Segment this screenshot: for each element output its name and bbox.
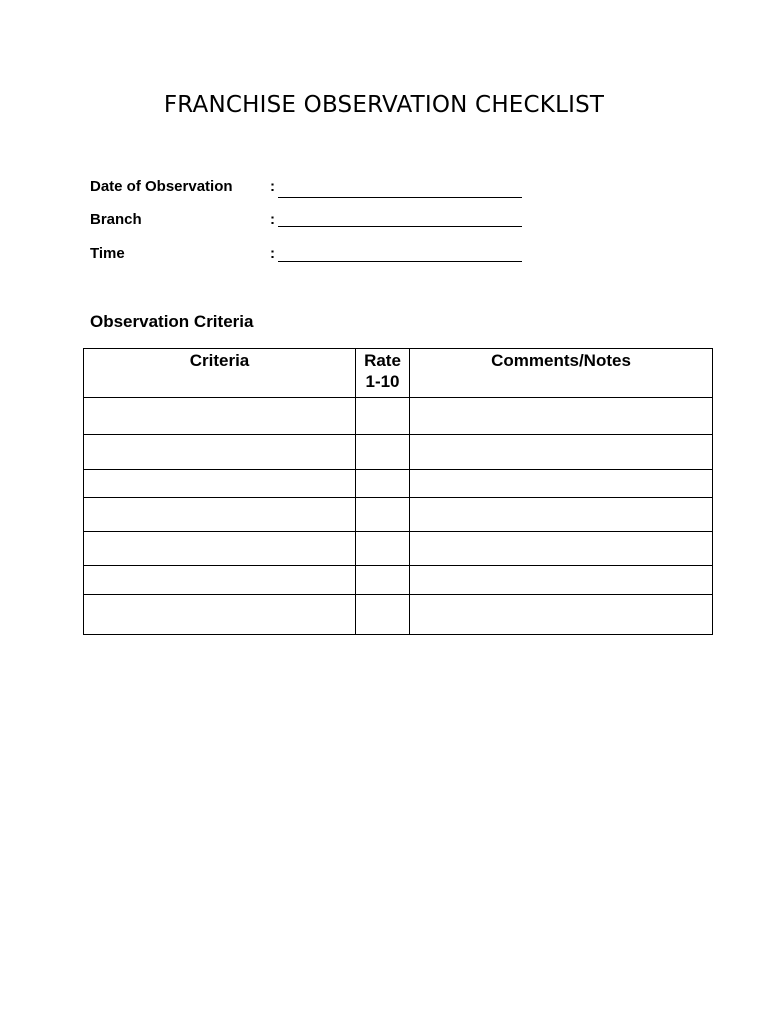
comments-cell[interactable] [410,595,713,635]
rate-cell[interactable] [356,532,410,566]
branch-colon: : [270,211,275,228]
time-field[interactable] [278,261,522,262]
time-label: Time [90,245,125,262]
branch-field[interactable] [278,226,522,227]
table-row [84,532,713,566]
comments-cell[interactable] [410,470,713,498]
rate-header-line1: Rate [364,351,401,370]
criteria-cell[interactable] [84,532,356,566]
time-colon: : [270,245,275,262]
table-row [84,470,713,498]
date-of-observation-label: Date of Observation [90,178,233,195]
comments-cell[interactable] [410,532,713,566]
rate-column-header [356,349,410,398]
page-title: FRANCHISE OBSERVATION CHECKLIST [163,92,605,118]
criteria-cell[interactable] [84,595,356,635]
date-of-observation-colon: : [270,178,275,195]
table-row [84,435,713,470]
criteria-cell[interactable] [84,398,356,435]
comments-cell[interactable] [410,398,713,435]
rate-cell[interactable] [356,470,410,498]
observation-criteria-table [83,348,713,635]
criteria-cell[interactable] [84,470,356,498]
table-header-row [84,349,713,398]
date-of-observation-field[interactable] [278,197,522,198]
comments-column-header: Comments/Notes [410,349,713,398]
rate-cell[interactable] [356,566,410,595]
rate-cell[interactable] [356,595,410,635]
branch-label: Branch [90,211,142,228]
criteria-cell[interactable] [84,435,356,470]
rate-header-line2: 1-10 [365,372,400,391]
criteria-column-header: Criteria [84,349,356,398]
observation-criteria-heading: Observation Criteria [90,312,254,331]
criteria-cell[interactable] [84,498,356,532]
comments-cell[interactable] [410,566,713,595]
table-row [84,595,713,635]
criteria-cell[interactable] [84,566,356,595]
table-row [84,498,713,532]
table-row [84,398,713,435]
comments-cell[interactable] [410,498,713,532]
table-row [84,566,713,595]
rate-cell[interactable] [356,435,410,470]
comments-cell[interactable] [410,435,713,470]
rate-cell[interactable] [356,498,410,532]
rate-cell[interactable] [356,398,410,435]
